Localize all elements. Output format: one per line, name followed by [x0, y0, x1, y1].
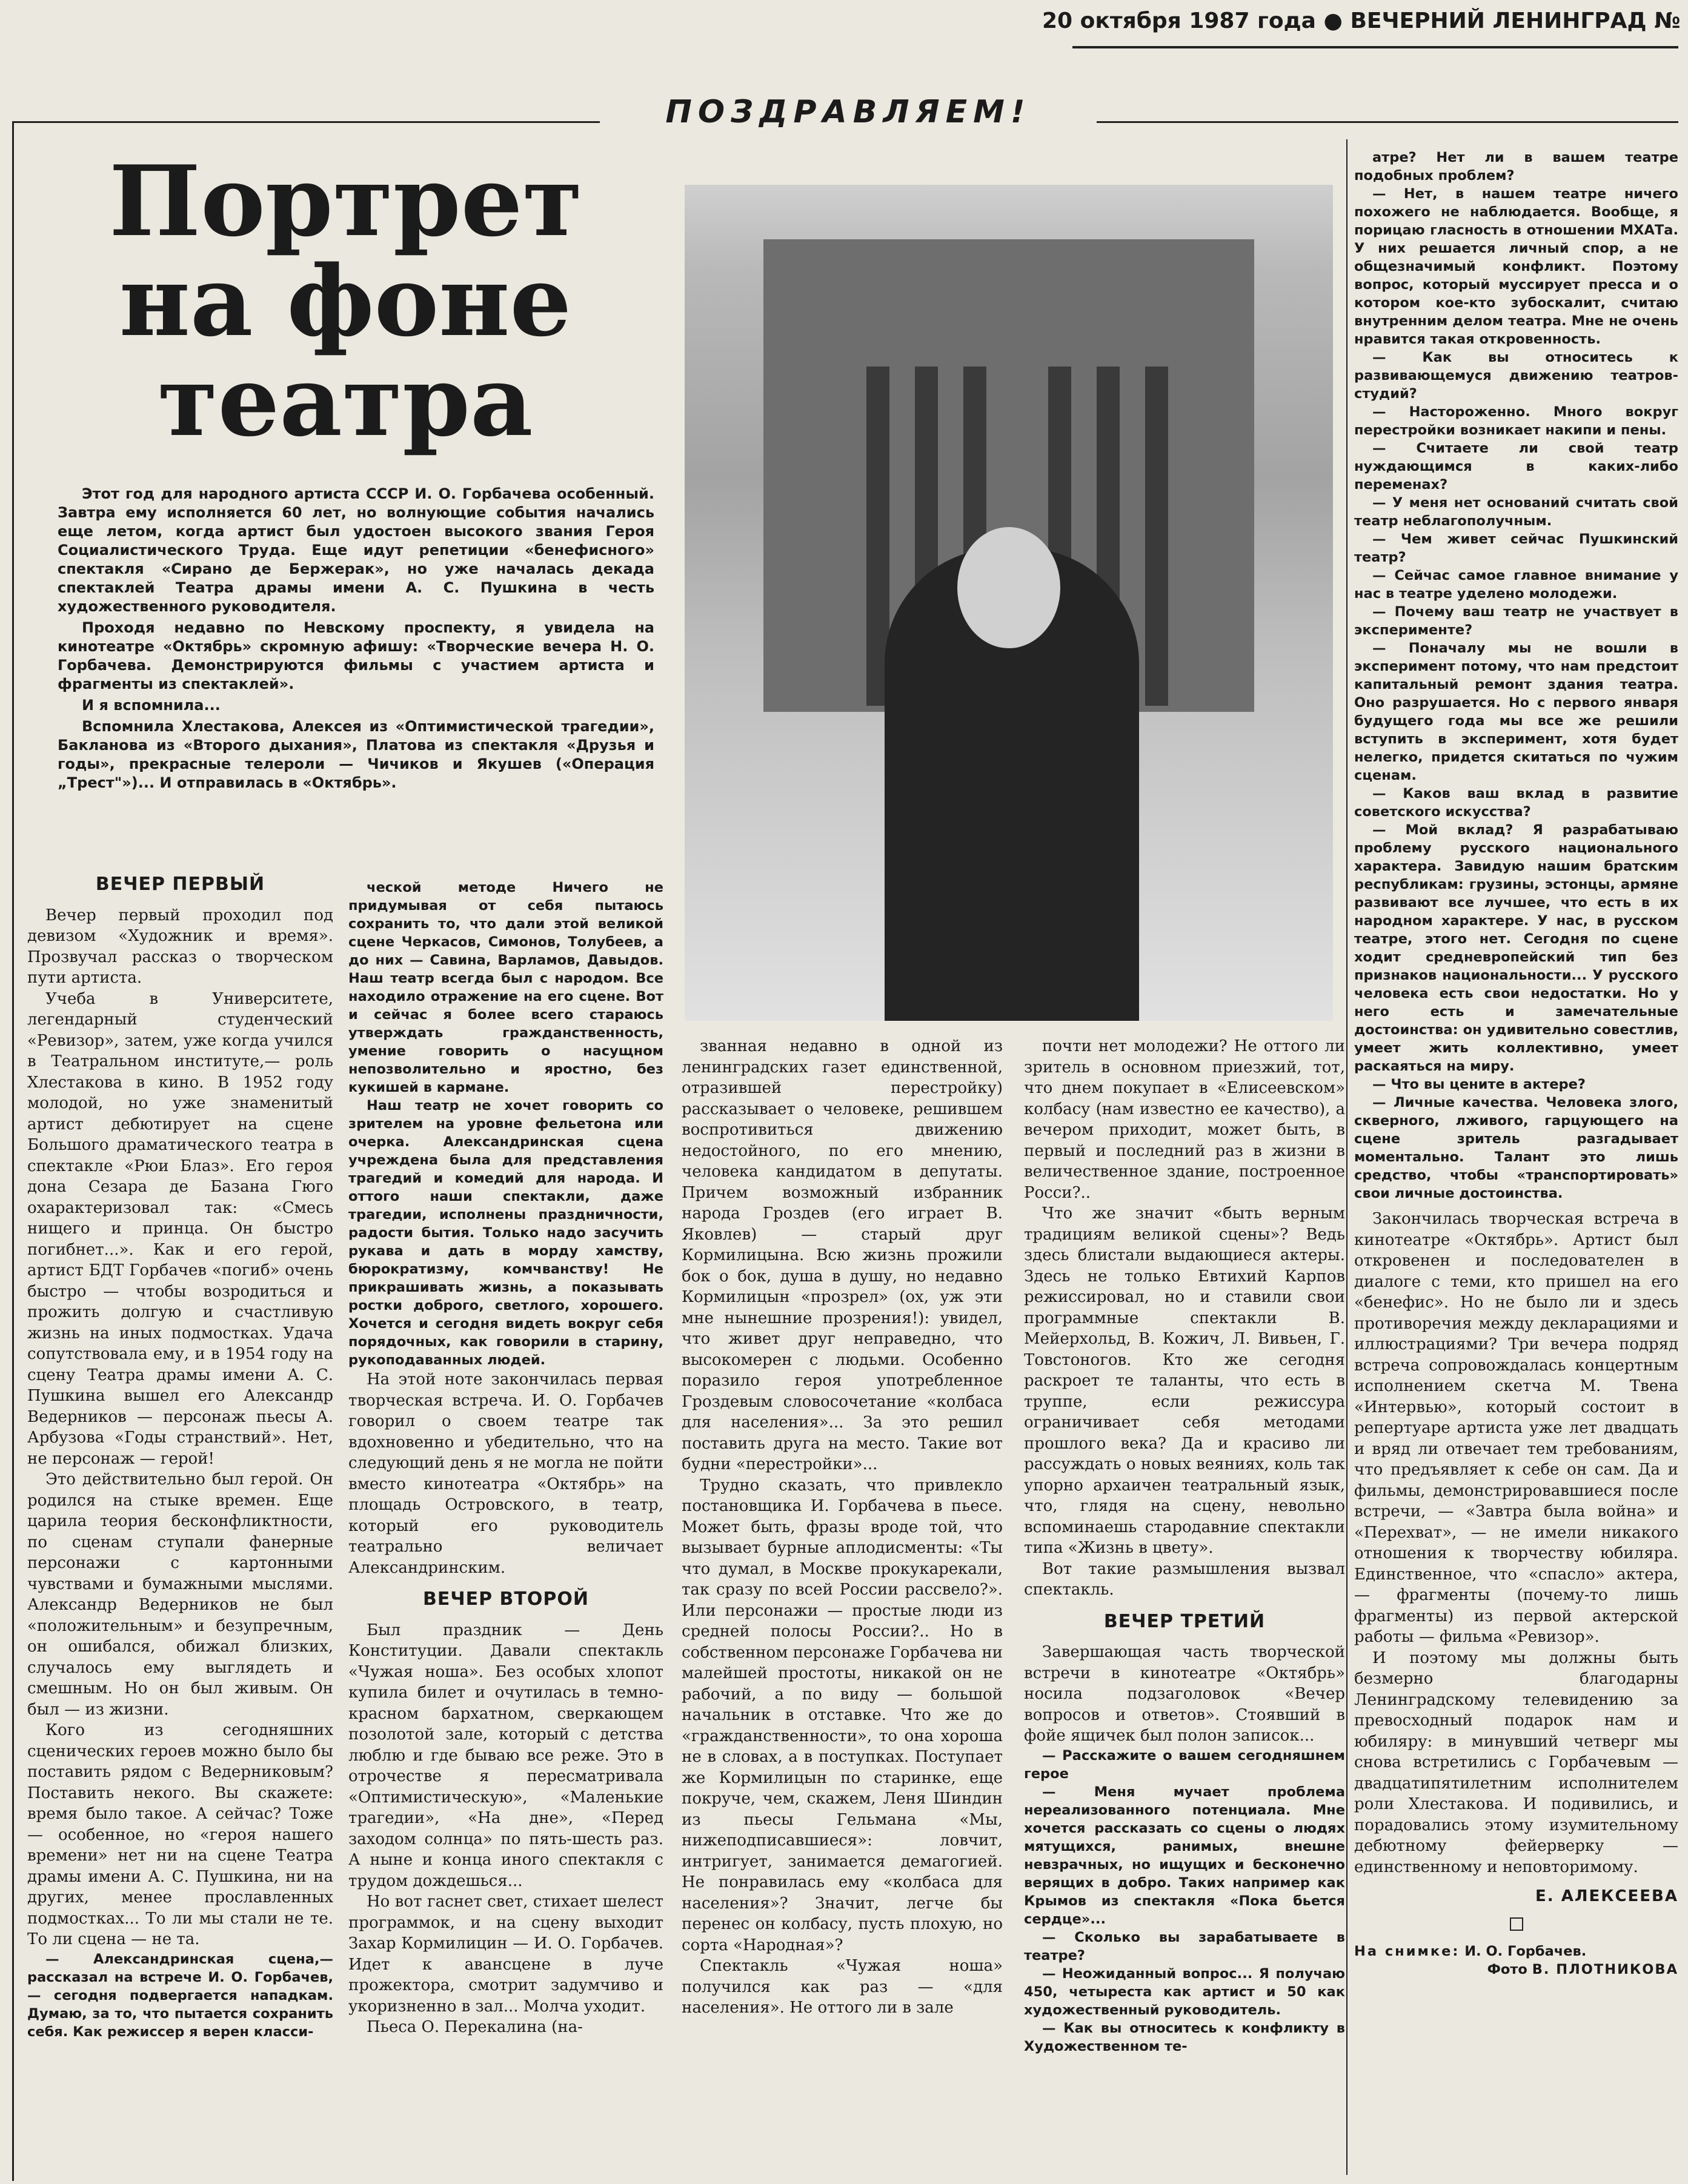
- portrait-photo: [685, 185, 1333, 1021]
- col3-p1: званная недавно в одной из ленинградских газет единственной, отразившей перестройку) рассказывает о человеке, решившем воспротивиться движению недостойного, по его мнению, человека кандидатом в депутаты. Причем возможный избранник народа Гроздев (его играет В. Яковлев) — старый друг Кормилицына. Всю жизнь прожили бок о бок, душа в душу, но недавно Кормилицын «прозрел» (ох, уж эти мне нынешние прозрения!): увидел, что живет друг неправедно, что высокомерен с людьми. Особенно поразило героя употребленное Гроздевым словосочетание «колбаса для населения»... За это решил поставить друга на место. Такие вот будни «перестройки»...: [682, 1037, 1003, 1473]
- heading-evening-three: ВЕЧЕР ТРЕТИЙ: [1103, 1610, 1266, 1632]
- col2-p4: Пьеса О. Перекалина (на-: [367, 2018, 583, 2036]
- col5-p2: И поэтому мы должны быть безмерно благодарны Ленинградскому телевидению за превосходный подарок нам и юбиляру: в минувший четверг мы снова встретились с Горбачевым — двадцатипятилетним исполнителем роли Хлестакова. И подивились, и порадовались этому изумительному дебютному фейерверку — единственному и неповторимому.: [1354, 1648, 1678, 1876]
- photo-caption: [1354, 1942, 1678, 1960]
- col2-p1: На этой ноте закончилась первая творческая встреча. И. О. Горбачев говорил о своем театре так вдохновенно и убедительно, что на следующий день я не могла не пойти вместо кинотеатра «Октябрь» на площадь Островского, в театр, который его руководитель театрально величает Александринским.: [348, 1370, 663, 1577]
- masthead-rule: [1072, 46, 1678, 48]
- column-1: [27, 863, 333, 2041]
- col4-p2: Что же значит «быть верным традициям великой сцены»? Ведь здесь блистали выдающиеся актеры. Здесь не только Евтихий Карпов режиссировал, но и ставили свои программные спектакли В. Мейерхольд, В. Кожич, Л. Вивьен, Г. Товстоногов. Кто же сегодня раскроет те таланты, что есть в труппе, если режиссура ограничивает себя методами прошлого века? Да и красиво ли рассуждать о новых веяниях, коль так упорно архаичен театральный язык, что, глядя на сцену, невольно вспоминаешь стародавние спектакли типа «Жизнь в цвету».: [1024, 1204, 1345, 1557]
- author-signature: Е. АЛЕКСЕЕВА: [1535, 1887, 1678, 1905]
- col1-p4: Кого из сегодняшних сценических героев можно было бы поставить рядом с Ведерниковым? Поставить некого. Вы скажете: время было такое. А сейчас? Тоже — особенное, но «героя нашего времени» нет ни на сцене Театра драмы имени А. С. Пушкина, ни на других, менее прославленных подмостках... То ли мы стали не те. То ли сцена — не та.: [27, 1721, 333, 1948]
- caption-text: И. О. Горбачев.: [1464, 1943, 1587, 1959]
- col5-p1: Закончилась творческая встреча в кинотеатре «Октябрь». Артист был откровенен и последователен в диалоге с теми, кто пришел на его «бенефис». Но не было ли и здесь противоречия между декларациями и иллюстрациями? Три вечера подряд встреча сопровождалась концертным исполнением скетча М. Твена «Интервью», который состоит в репертуаре артиста уже лет двадцать и вряд ли отвечает тем требованиям, что предъявляет к себе он сам. Да и фильмы, демонстрировавшиеся после встречи, — «Завтра была война» и «Перехват», — не имели никакого отношения к творчеству юбиляра. Единственное, что «спасло» актера, — фрагменты (почему-то лишь фрагменты) из первой актерской работы — фильма «Ревизор».: [1354, 1210, 1678, 1646]
- lead-paragraph: [58, 485, 654, 795]
- heading-evening-two: ВЕЧЕР ВТОРОЙ: [423, 1588, 589, 1610]
- col5-bold-13: — Что вы цените в актере?: [1372, 1077, 1586, 1092]
- col1-p2: Учеба в Университете, легендарный студенческий «Ревизор», затем, уже когда учился в Театральном институте,— роль Хлестакова в кино. В 1952 году молодой, но уже знаменитый артист дебютирует на сцене Большого драматического театра в спектакле «Рюи Блаз». Его героя дона Сезара де Базана Гюго охарактеризовал так: «Смесь нищего и принца. Он быстро погибнет...». Как и его герой, артист БДТ Горбачев «погиб» очень быстро — чтобы возродиться и прожить долгую и счастливую жизнь на иных подмостках. Удача сопутствовала ему, и в 1954 году на сцену Театра драмы имени А. С. Пушкина вышел его Александр Ведерников — персонаж пьесы А. Арбузова «Годы странствий». Нет, не персонаж — герой!: [27, 989, 333, 1468]
- col4-bold-4: — Неожиданный вопрос... Я получаю 450, четыреста как артист и 50 как художественный руководитель.: [1024, 1965, 1345, 2018]
- kicker-rule-left: [12, 121, 600, 123]
- frame-left: [12, 121, 14, 2181]
- headline-line-2: на фоне: [119, 244, 572, 358]
- column-2: [348, 878, 663, 2038]
- kicker-rule-right: [1097, 121, 1678, 123]
- actor-face: [957, 527, 1060, 648]
- heading-evening-one: ВЕЧЕР ПЕРВЫЙ: [95, 874, 265, 895]
- lead-p1: Этот год для народного артиста СССР И. О. Горбачева особенный. Завтра ему исполняется 60 лет, но волнующие события начались еще летом, когда артист был удостоен высокого звания Героя Социалистического Труда. Еще идут репетиции «бенефисного» спектакля «Сирано де Бержерак», но уже началась декада спектаклей Театра драмы имени А. С. Пушкина в честь художественного руководителя.: [58, 485, 654, 615]
- credit-name: В. ПЛОТНИКОВА: [1532, 1962, 1678, 1977]
- col2-p3: Но вот гаснет свет, стихает шелест программок, и на сцену выходит Захар Кормилицин — И. О. Горбачев. Идет к авансцене в луче прожектора, смотрит задумчиво и укоризненно в зал... Молча уходит.: [348, 1893, 663, 2016]
- col2-bold-2: Наш театр не хочет говорить со зрителем на уровне фельетона или очерка. Александринская сцена учреждена была для представления трагедий и комедий для народа. И оттого наши спектакли, даже трагедии, исполнены праздничности, радости бытия. Только надо засучить рукава и дать в морду хамству, бюрократизму, комчванству! Не прикрашивать жизнь, а показывать ростки доброго, светлого, хорошего. Хочется и сегодня видеть вокруг себя порядочных, как говорили в старину, рукоподаванных людей.: [348, 1098, 663, 1368]
- photo-credit: [1354, 1960, 1678, 1979]
- col5-bold-9: — Почему ваш театр не участвует в эксперименте?: [1354, 604, 1678, 638]
- col5-bold-14: — Личные качества. Человека злого, скверного, лживого, гарцующего на сцене зритель разгадывает моментально. Талант это лишь средство, чтобы «транспортировать» свои личные достоинства.: [1354, 1095, 1678, 1201]
- col4-p1: почти нет молодежи? Не оттого ли зритель в основном приезжий, тот, что днем покупает в «Елисеевском» колбасу (нам известно ее качество), а вечером приходит, может быть, в первый и последний раз в жизни в величественное здание, построенное Росси?..: [1024, 1037, 1345, 1202]
- col4-p3: Вот такие размышления вызвал спектакль.: [1024, 1559, 1345, 1599]
- col4-bold-5: — Как вы относитесь к конфликту в Художественном те-: [1024, 2020, 1345, 2054]
- col5-bold-10: — Поначалу мы не вошли в эксперимент потому, что нам предстоит капитальный ремонт здания театра. Оно разрушается. Но с первого января будущего года мы все же решили вступить в эксперимент, хотя будет нелегко, придется скитаться по чужим сценам.: [1354, 640, 1678, 783]
- col5-bold-7: — Чем живет сейчас Пушкинский театр?: [1354, 531, 1678, 565]
- col2-bold-1: ческой методе Ничего не придумывая от себя пытаюсь сохранить то, что дали этой великой сцене Черкасов, Симонов, Толубеев, а до них — Савина, Варламов, Давыдов. Наш театр всегда был с народом. Все находило отражение на его сцене. Вот и сейчас я более всего стараюсь утверждать гражданственность, умение говорить о насущном непозволительно и яростно, без кукишей в кармане.: [348, 880, 663, 1095]
- col5-bold-1: атре? Нет ли в вашем театре подобных проблем?: [1354, 150, 1678, 184]
- column-4: [1024, 1036, 1345, 2056]
- lead-p4: Вспомнила Хлестакова, Алексея из «Оптимистической трагедии», Бакланова из «Второго дыхания», Платова из спектакля «Друзья и годы», прекрасные телероли — Чичиков и Якушев («Операция „Трест"»)... И отправилась в «Октябрь».: [58, 718, 654, 791]
- col5-bold-5: — Считаете ли свой театр нуждающимся в каких-либо переменах?: [1354, 440, 1678, 493]
- headline-line-3: театра: [158, 344, 533, 458]
- col5-bold-6: — У меня нет оснований считать свой театр неблагополучным.: [1354, 495, 1678, 529]
- col5-bold-4: — Настороженно. Много вокруг перестройки возникает накипи и пены.: [1354, 404, 1678, 438]
- col5-bold-2: — Нет, в нашем театре ничего похожего не наблюдается. Вообще, я порицаю гласность в отношении МХАТа. У них решается личный спор, а не общезначимый конфликт. Поэтому вопрос, который муссирует пресса и о котором кое-кто зубоскалит, считаю внутренним делом театра. Мне не очень нравится такая откровенность.: [1354, 186, 1678, 347]
- column-3: [682, 1036, 1003, 2019]
- col1-bold: — Александринская сцена,— рассказал на встрече И. О. Горбачев,— сегодня подвергается нападкам. Думаю, за то, что пытается сохранить себя. Как режиссер я верен класси-: [27, 1951, 333, 2040]
- column-5: [1354, 148, 1678, 1979]
- square-mark-icon: [1510, 1917, 1523, 1931]
- headline-line-1: Портрет: [109, 144, 583, 258]
- col5-bold-12: — Мой вклад? Я разрабатываю проблему русского национального характера. Завидую нашим братским республикам: грузины, эстонцы, армяне развивают все лучшее, что есть в их народном характере. У нас, в русском театре, этого нет. Сегодня по сцене ходит средневропейский тип без признаков национальности... У русского человека есть свои недостатки. Но у него есть и замечательные достоинства: он удивительно совестлив, умеет жить коллективно, умеет раскаяться на миру.: [1354, 822, 1678, 1074]
- col3-p3: Спектакль «Чужая ноша» получился как раз — «для населения». Не оттого ли в зале: [682, 1957, 1003, 2017]
- col4-p4: Завершающая часть творческой встречи в кинотеатре «Октябрь» носила подзаголовок «Вечер вопросов и ответов». Стоявший в фойе ящичек был полон записок...: [1024, 1643, 1345, 1745]
- col1-p3: Это действительно был герой. Он родился на стыке времен. Еще царила теория бесконфликтности, по сценам ступали фанерные персонажи с картонными чувствами и бумажными мыслями. Александр Ведерников не был «положительным» и безупречным, он ошибался, обижал близких, случалось ему выглядеть и смешным. Но он был живым. Он был — из жизни.: [27, 1470, 333, 1719]
- caption-label: На снимке:: [1354, 1943, 1460, 1959]
- col4-bold-2: — Меня мучает проблема нереализованного потенциала. Мне хочется рассказать со сцены о людях мятущихся, ранимых, внешне невзрачных, но ищущих и бесконечно верящих в добро. Таких например как Крымов из спектакля «Пока бьется сердце»...: [1024, 1784, 1345, 1927]
- col4-bold-3: — Сколько вы зарабатываете в театре?: [1024, 1929, 1345, 1963]
- col3-p2: Трудно сказать, что привлекло постановщика И. Горбачева в пьесе. Может быть, фразы вроде той, что вызывает бурные аплодисменты: «Ты что думал, в Москве прокукарекали, так сразу по всей России рассвело?». Или персонажи — простые люди из средней полосы России?.. Но в собственном персонаже Горбачева ни малейшей простоты, никакой он не рабочий, а по виду — большой начальник в отставке. Что же до «гражданственности», то она хороша не в словах, а в поступках. Поступает же Кормилицын по старинке, еще покруче, чем, скажем, Леня Шиндин из пьесы Гельмана «Мы, нижеподписавшиеся»: ловчит, интригует, занимается демагогией. Не понравилась ему «колбаса для населения»? Значит, легче бы перенес он колбасу, пусть плохую, но сорта «Народная»?: [682, 1476, 1003, 1954]
- col1-p1: Вечер первый проходил под девизом «Художник и время». Прозвучал рассказ о творческом пути артиста.: [27, 906, 333, 987]
- lead-p2: Проходя недавно по Невскому проспекту, я увидела на кинотеатре «Октябрь» скромную афишу: «Творческие вечера Н. О. Горбачева. Демонстрируются фильмы с участием артиста и фрагменты из спектаклей».: [58, 619, 654, 692]
- credit-label: Фото: [1487, 1962, 1527, 1977]
- section-kicker: ПОЗДРАВЛЯЕМ!: [665, 94, 1031, 130]
- col5-bold-11: — Каков ваш вклад в развитие советского искусства?: [1354, 786, 1678, 820]
- headline: [109, 144, 583, 458]
- separator: [1354, 1916, 1678, 1937]
- col5-bold-3: — Как вы относитесь к развивающемуся движению театров-студий?: [1354, 350, 1678, 402]
- col2-p2: Был праздник — День Конституции. Давали спектакль «Чужая ноша». Без особых хлопот купила билет и очутилась в темно-красном бархатном, сверкающем позолотой зале, который с детства люблю и где бываю все реже. Это в отрочестве я пересматривала «Оптимистическую», «Маленькие трагедии», «На дне», «Перед заходом солнца» по пять-шесть раз. А ныне и конца иного спектакля с трудом дождешься...: [348, 1621, 663, 1890]
- masthead: 20 октября 1987 года ● ВЕЧЕРНИЙ ЛЕНИНГРАД №: [1042, 8, 1681, 33]
- column-divider: [1346, 139, 1347, 2175]
- column: [1145, 367, 1168, 706]
- col4-bold-1: — Расскажите о вашем сегодняшнем герое: [1024, 1747, 1345, 1782]
- lead-p3: И я вспомнила...: [82, 697, 221, 714]
- col5-bold-8: — Сейчас самое главное внимание у нас в театре уделено молодежи.: [1354, 568, 1678, 602]
